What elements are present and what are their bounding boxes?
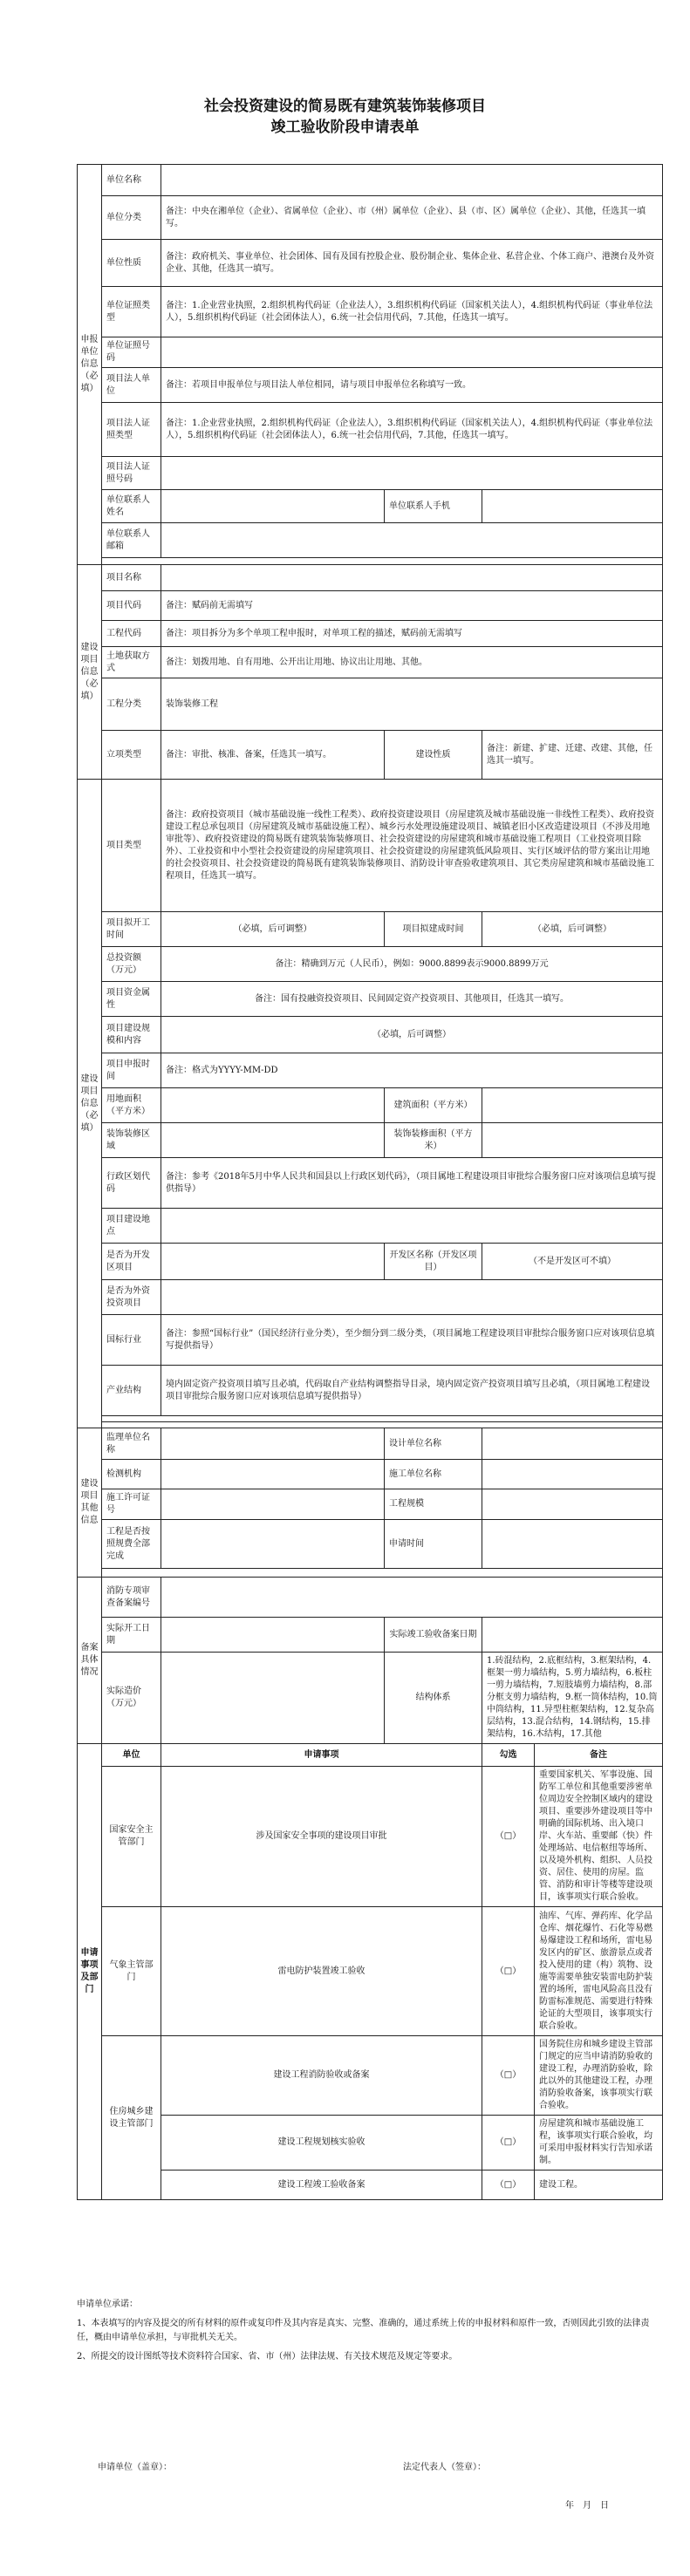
section-project-detail: 建设项目信息（必填） [78,780,102,1428]
spacer-row [102,1416,663,1422]
spacer-row [102,558,663,565]
input-cert-no[interactable] [161,337,663,368]
label-build-area: 建筑面积（平方米） [385,1088,482,1123]
label-project-name: 项目名称 [102,565,161,591]
promise-title: 申请单位承诺： [77,2300,138,2309]
note-land[interactable]: 备注：划拨用地、自有用地、公开出让用地、协议出让用地、其他。 [161,647,663,678]
input-fee-paid[interactable] [161,1520,385,1569]
input-repair-area-size[interactable] [482,1123,663,1158]
label-repair-area: 装饰装修区域 [102,1123,161,1158]
date-label: 年 月 日 [565,2501,609,2511]
note-project-code[interactable]: 备注：赋码前无需填写 [161,591,663,621]
promise-2: 2、所提交的设计图纸等技术资料符合国家、省、市（州）法律法规、有关技术规范及规定等要求。 [77,2352,458,2361]
dept-housing: 住房城乡建设主管部门 [102,2036,161,2200]
applicant-sign-label: 申请单位（盖章）： [98,2463,172,2472]
note-sector[interactable]: 境内固定资产投资项目填写且必填，代码取自产业结构调整指导目录，境内固定资产投资项目填写且必填，（项目属地工程建设项目审批综合服务窗口应对该项信息填写提供指导） [161,1366,663,1416]
label-industry: 国标行业 [102,1315,161,1366]
form-table [77,164,663,2200]
input-contractor[interactable] [482,1460,663,1489]
label-dev-zone: 是否为开发区项目 [102,1244,161,1280]
label-inspection: 检测机构 [102,1460,161,1489]
spacer-row [102,1569,663,1578]
form-title [0,0,690,138]
input-supervisor[interactable] [161,1428,385,1460]
label-contact-name: 单位联系人姓名 [102,490,161,523]
remark-planning: 房屋建筑和城市基础设施工程，该事项实行联合验收，均可采用申报材料实行告知承诺制。 [535,2116,663,2171]
label-division: 行政区划代码 [102,1158,161,1209]
label-designer: 设计单位名称 [385,1428,482,1460]
spacer-row [102,1422,663,1428]
header-item: 申请事项 [161,1744,482,1767]
label-build-nature: 建设性质 [385,731,482,780]
input-actual-cost[interactable] [161,1653,385,1744]
label-fire-no: 消防专项审查备案编号 [102,1578,161,1618]
note-legal-person[interactable]: 备注：若项目申报单位与项目法人单位相同，请与项目申报单位名称填写一致。 [161,368,663,403]
input-contact-name[interactable] [161,490,385,523]
note-fund-nature[interactable]: 备注：国有投融资投资项目、民间固定资产投资项目、其他项目，任选其一填写。 [161,982,663,1017]
label-dev-zone-name: 开发区名称（开发区项目） [385,1244,482,1280]
section-applicant: 申报单位信息（必填） [78,165,102,565]
input-start-time[interactable]: （必填，后可调整） [161,912,385,947]
label-cert-no: 单位证照号码 [102,337,161,368]
item-completion-filing: 建设工程竣工验收备案 [161,2171,482,2200]
item-lightning: 雷电防护装置竣工验收 [161,1907,482,2036]
note-unit-class[interactable]: 备注：中央在湘单位（企业）、省属单位（企业）、市（州）属单位（企业）、县（市、区）属单位（企业）、其他，任选其一填写。 [161,196,663,240]
note-legal-cert-type[interactable]: 备注：1.企业营业执照，2.组织机构代码证（企业法人），3.组织机构代码证（国家机关法人），4.组织机构代码证（事业单位法人），5.组织机构代码证（社会团体法人），6.统一社会信用代码，7.其他，任选其一填写。 [161,403,663,457]
note-investment[interactable]: 备注：精确到万元（人民币），例如：9000.8899表示9000.8899万元 [161,947,663,982]
label-other-apply-time: 申请时间 [385,1520,482,1569]
header-remark: 备注 [535,1744,663,1767]
note-structure[interactable]: 1.砖混结构，2.底框结构，3.框架结构，4.框架一剪力墙结构，5.剪力墙结构，6.板柱一剪力墙结构，7.短肢墙剪力墙结构，8.部分框支剪力墙结构，9.框一筒体结构，10.筒中筒结构，11.异型柱框架结构，12.复杂高层结构，13.混合结构，14.钢结构，15.排架结构，16.木结构，17.其他 [482,1653,663,1744]
promise-section [77,2298,662,2369]
check-planning[interactable]: （□） [482,2116,535,2171]
note-industry[interactable]: 备注：参照“国标行业”（国民经济行业分类），至少细分到二级分类，（项目属地工程建设项目审批综合服务窗口应对该项信息填写提供指导） [161,1315,663,1366]
note-cert-type[interactable]: 备注：1.企业营业执照，2.组织机构代码证（企业法人），3.组织机构代码证（国家机关法人），4.组织机构代码证（事业单位法人），5.组织机构代码证（社会团体法人），6.统一社会信用代码，7.其他，任选其一填写。 [161,287,663,337]
input-actual-end[interactable] [482,1618,663,1653]
section-project: 建设项目信息（必填） [78,565,102,780]
label-supervisor: 监理单位名称 [102,1428,161,1460]
label-fee-paid: 工程是否按照规费全部完成 [102,1520,161,1569]
label-contractor: 施工单位名称 [385,1460,482,1489]
title-line-2: 竣工验收阶段申请表单 [270,119,420,136]
label-location: 项目建设地点 [102,1209,161,1244]
label-legal-person: 项目法人单位 [102,368,161,403]
check-security[interactable]: （□） [482,1767,535,1907]
label-foreign: 是否为外资投资项目 [102,1280,161,1315]
input-inspection[interactable] [161,1460,385,1489]
input-dev-zone[interactable] [161,1244,385,1280]
label-land: 土地获取方式 [102,647,161,678]
title-line-1: 社会投资建设的简易既有建筑装饰装修项目 [204,98,486,115]
item-planning: 建设工程规划核实验收 [161,2116,482,2171]
value-eng-type[interactable]: 装饰装修工程 [161,678,663,731]
label-unit-name: 单位名称 [102,165,161,196]
dept-meteorology: 气象主管部门 [102,1907,161,2036]
input-contact-email[interactable] [161,523,663,558]
remark-fire: 国务院住房和城乡建设主管部门规定的应当申请消防验收的建设工程，办理消防验收，除此以外的其他建设工程，办理消防验收备案，该事项实行联合验收。 [535,2036,663,2116]
label-sector: 产业结构 [102,1366,161,1416]
input-actual-start[interactable] [161,1618,385,1653]
input-project-name[interactable] [161,565,663,591]
dept-state-security: 国家安全主管部门 [102,1767,161,1907]
section-other: 建设项目其他信息 [78,1428,102,1578]
label-legal-cert-type: 项目法人证照类型 [102,403,161,457]
check-fire[interactable]: （□） [482,2036,535,2116]
label-contact-phone: 单位联系人手机 [385,490,482,523]
item-security-approval: 涉及国家安全事项的建设项目审批 [161,1767,482,1907]
label-legal-cert-no: 项目法人证照号码 [102,457,161,490]
label-eng-type: 工程分类 [102,678,161,731]
label-contact-email: 单位联系人邮箱 [102,523,161,558]
input-scale[interactable]: （必填，后可调整） [161,1017,663,1053]
label-unit-class: 单位分类 [102,196,161,240]
input-permit-no[interactable] [161,1489,385,1520]
label-scale: 项目建设规模和内容 [102,1017,161,1053]
remark-completion: 建设工程。 [535,2171,663,2200]
check-lightning[interactable]: （□） [482,1907,535,2036]
input-unit-name[interactable] [161,165,663,196]
note-approval-type[interactable]: 备注：审批、核准、备案，任选其一填写。 [161,731,385,780]
label-eng-scale: 工程规模 [385,1489,482,1520]
input-location[interactable] [161,1209,663,1244]
label-end-time: 项目拟建成时间 [385,912,482,947]
label-apply-time: 项目申报时间 [102,1053,161,1088]
input-other-apply-time[interactable] [482,1520,663,1569]
label-permit-no: 施工许可证号 [102,1489,161,1520]
label-cert-type: 单位证照类型 [102,287,161,337]
input-repair-area[interactable] [161,1123,385,1158]
note-division[interactable]: 备注：参考《2018年5月中华人民共和国县以上行政区划代码》，（项目属地工程建设项目审批综合服务窗口应对该项信息填写提供指导） [161,1158,663,1209]
input-legal-cert-no[interactable] [161,457,663,490]
label-approval-type: 立项类型 [102,731,161,780]
label-actual-start: 实际开工日期 [102,1618,161,1653]
input-eng-scale[interactable] [482,1489,663,1520]
label-fund-nature: 项目资金属性 [102,982,161,1017]
note-eng-code[interactable]: 备注：项目拆分为多个单项工程申报时，对单项工程的描述，赋码前无需填写 [161,621,663,647]
input-land-area[interactable] [161,1088,385,1123]
input-contact-phone[interactable] [482,490,663,523]
label-project-type: 项目类型 [102,780,161,912]
input-build-area[interactable] [482,1088,663,1123]
label-land-area: 用地面积（平方米） [102,1088,161,1123]
label-actual-end: 实际竣工验收备案日期 [385,1618,482,1653]
legal-sign-label: 法定代表人（签章）： [403,2463,486,2472]
label-eng-code: 工程代码 [102,621,161,647]
header-unit: 单位 [102,1744,161,1767]
item-fire-acceptance: 建设工程消防验收或备案 [161,2036,482,2116]
label-project-code: 项目代码 [102,591,161,621]
input-foreign[interactable] [161,1280,663,1315]
label-actual-cost: 实际造价（万元） [102,1653,161,1744]
section-filing: 备案具体情况 [78,1578,102,1744]
section-matters: 申请事项及部门 [78,1744,102,2200]
label-investment: 总投资额（万元） [102,947,161,982]
label-repair-area-size: 装饰装修面积（平方米） [385,1123,482,1158]
input-designer[interactable] [482,1428,663,1460]
note-apply-time[interactable]: 备注：格式为YYYY-MM-DD [161,1053,663,1088]
header-check: 勾选 [482,1744,535,1767]
promise-1: 1、本表填写的内容及提交的所有材料的原件或复印件及其内容是真实、完整、准确的，通过系统上传的申报材料和原件一致，否则因此引致的法律责任，概由申请单位承担，与审批机关无关。 [77,2319,650,2342]
check-completion[interactable]: （□） [482,2171,535,2200]
label-structure: 结构体系 [385,1653,482,1744]
label-unit-nature: 单位性质 [102,240,161,287]
input-dev-zone-name[interactable]: （不是开发区可不填） [482,1244,663,1280]
note-project-type[interactable]: 备注：政府投资项目（城市基础设施一线性工程类）、政府投资建设项目（房屋建筑及城市基础设施一非线性工程类）、政府投资建设工程总承包项目（房屋建筑及城市基础设施工程）、城乡污水处理设施建设项目、城镇老旧小区改造建设项目（不涉及用地审批等）、政府投资建设的简易既有建筑装饰装修项目、社会投资建设的房屋建筑和城市基础设施工程项目（工业投资项目除外）、工业投资和中小型社会投资建设的房屋建筑项目、社会投资建设的房屋建筑低风险项目、实行区域评估的带方案出让用地的社会投资项目、社会投资建设的简易既有建筑装饰装修项目、消防设计审查验收建筑项目、其它类房屋建筑和城市基础设施工程项目，任选其一填写。 [161,780,663,912]
input-fire-no[interactable] [161,1578,663,1618]
label-start-time: 项目拟开工时间 [102,912,161,947]
remark-security: 重要国家机关、军事设施、国防军工单位和其他重要涉密单位周边安全控制区域内的建设项目、重要涉外建设项目等中明确的国际机场、出入境口岸、火车站、重要邮（快）件处理场站、电信枢纽等场所、以及境外机构、组织、人员投资、居住、使用的房屋。监管、消防和审计等楼等建设项目，该事项实行联合验收。 [535,1767,663,1907]
note-unit-nature[interactable]: 备注：政府机关、事业单位、社会团体、国有及国有控股企业、股份制企业、集体企业、私营企业、个体工商户、港澳台及外资企业、其他，任选其一填写。 [161,240,663,287]
input-end-time[interactable]: （必填，后可调整） [482,912,663,947]
remark-lightning: 油库、气库、弹药库、化学品仓库、烟花爆竹、石化等易燃易爆建设工程和场所，雷电易发区内的矿区、旅游景点或者投入使用的建（构）筑物、设施等需要单独安装雷电防护装置的场所，雷电风险高且没有防雷标准规范、需要进行特殊论证的大型项目，该事项实行联合验收。 [535,1907,663,2036]
note-build-nature[interactable]: 备注：新建、扩建、迁建、改建、其他，任选其一填写。 [482,731,663,780]
